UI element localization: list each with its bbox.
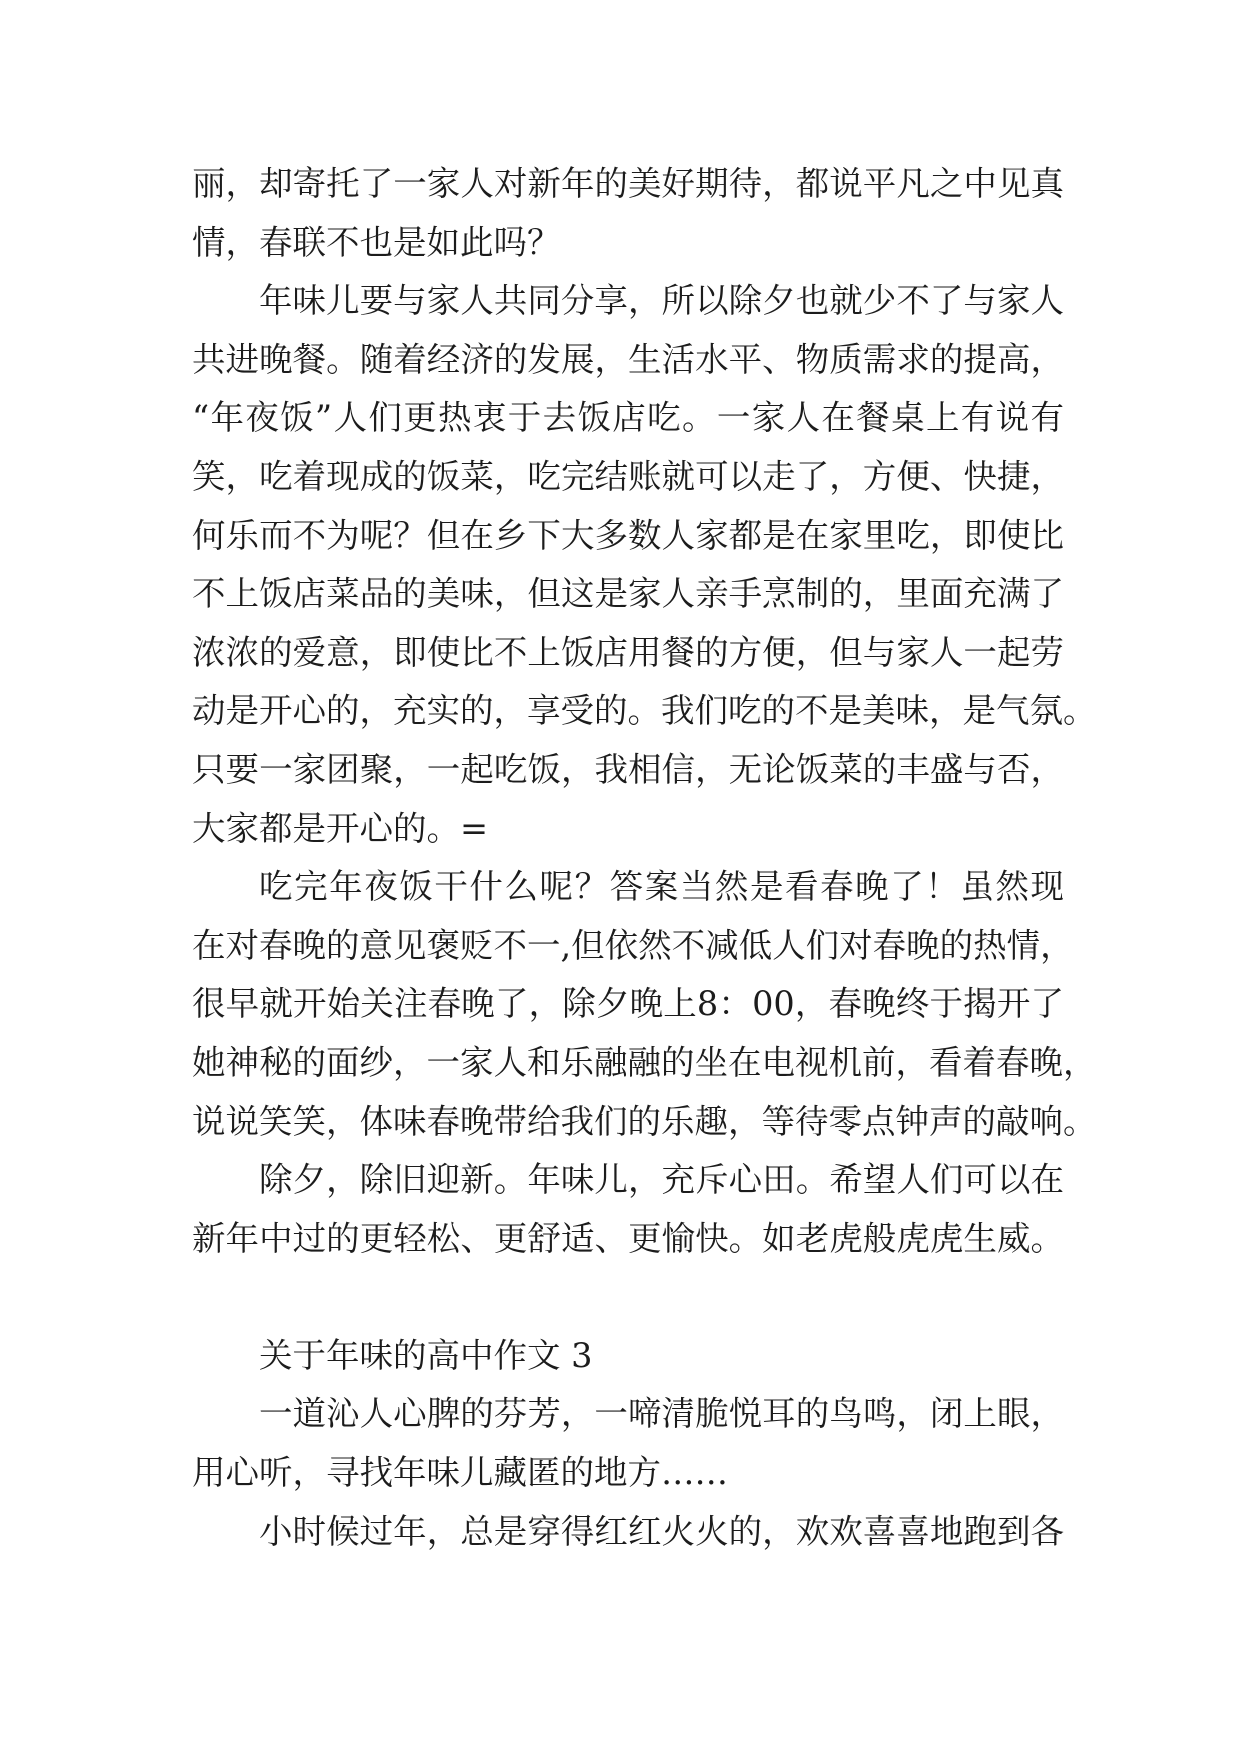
- text-line: 除夕，除旧迎新。年味儿，充斥心田。希望人们可以在: [259, 1160, 1064, 1200]
- paragraph: [192, 1503, 1064, 1562]
- text-line: 一道沁人心脾的芬芳，一啼清脆悦耳的鸟鸣，闭上眼，: [259, 1394, 1064, 1434]
- text-line: 在对春晚的意见褒贬不一,但依然不减低人们对春晚的热情，: [192, 925, 1074, 965]
- text-line: 她神秘的面纱，一家人和乐融融的坐在电视机前，看着春晚，: [192, 1042, 1097, 1082]
- text-line: 新年中过的更轻松、更舒适、更愉快。如老虎般虎虎生威。: [192, 1218, 1064, 1258]
- paragraph: [192, 858, 1097, 1151]
- text-line: 吃完年夜饭干什么呢？答案当然是看春晚了！虽然现: [259, 867, 1064, 907]
- text-line: 共进晚餐。随着经济的发展，生活水平、物质需求的提高，: [192, 339, 1064, 379]
- section-heading: 关于年味的高中作文 3: [259, 1335, 593, 1375]
- text-line: “年夜饭”人们更热衷于去饭店吃。一家人在餐桌上有说有: [192, 398, 1064, 438]
- text-line: 年味儿要与家人共同分享，所以除夕也就少不了与家人: [259, 281, 1064, 321]
- text-line: 只要一家团聚，一起吃饭，我相信，无论饭菜的丰盛与否，: [192, 749, 1064, 789]
- text-line: 大家都是开心的。=: [192, 808, 489, 848]
- text-line: 笑，吃着现成的饭菜，吃完结账就可以走了，方便、快捷，: [192, 456, 1064, 496]
- body-text: [192, 155, 1097, 1561]
- paragraph: [192, 1151, 1064, 1268]
- text-line: 小时候过年，总是穿得红红火火的，欢欢喜喜地跑到各: [259, 1511, 1064, 1551]
- paragraph: [192, 1385, 1064, 1502]
- text-line: 很早就开始关注春晚了，除夕晚上8：00，春晚终于揭开了: [192, 984, 1064, 1024]
- paragraph: [192, 155, 1064, 272]
- text-line: 动是开心的，充实的，享受的。我们吃的不是美味，是气氛。: [192, 691, 1097, 731]
- text-line: 用心听，寻找年味儿藏匿的地方……: [192, 1453, 728, 1493]
- paragraph: [192, 272, 1097, 858]
- text-line: 何乐而不为呢？但在乡下大多数人家都是在家里吃，即使比: [192, 515, 1064, 555]
- text-line: 丽，却寄托了一家人对新年的美好期待，都说平凡之中见真: [192, 164, 1064, 203]
- blank-line: [192, 1268, 1064, 1327]
- text-line: 浓浓的爱意，即使比不上饭店用餐的方便，但与家人一起劳: [192, 632, 1064, 672]
- text-line: 情，春联不也是如此吗？: [192, 222, 561, 262]
- text-line: 不上饭店菜品的美味，但这是家人亲手烹制的，里面充满了: [192, 574, 1064, 614]
- text-line: 说说笑笑，体味春晚带给我们的乐趣，等待零点钟声的敲响。: [192, 1101, 1097, 1141]
